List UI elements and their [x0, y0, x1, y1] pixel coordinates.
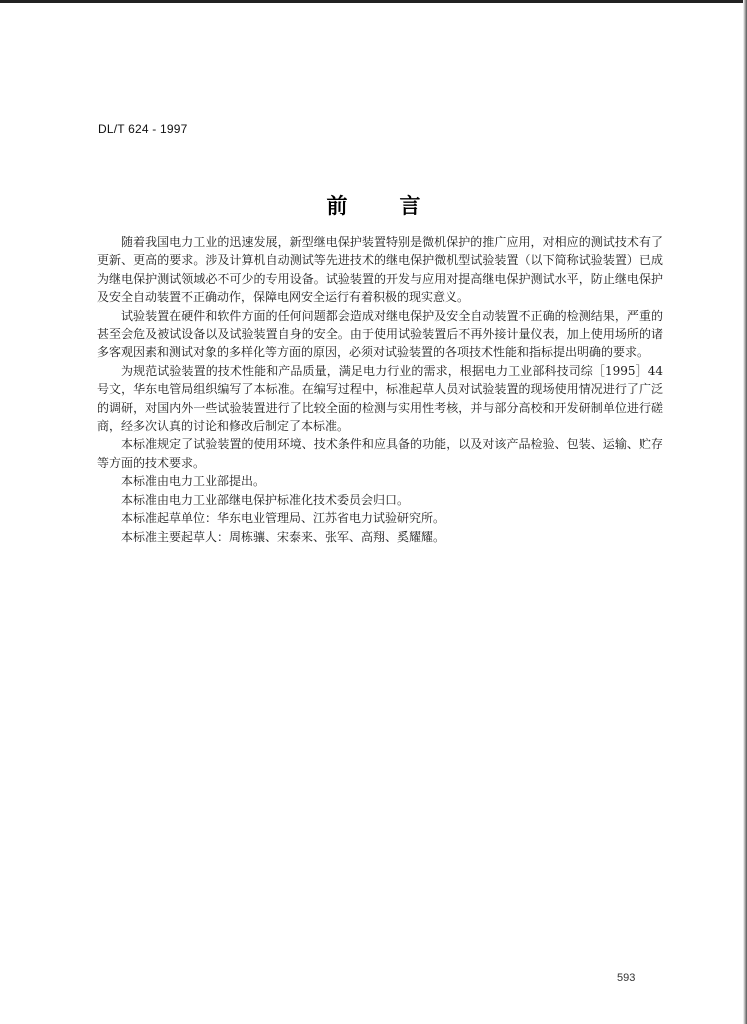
- paragraph: 本标准规定了试验装置的使用环境、技术条件和应具备的功能，以及对该产品检验、包装、运输、贮存等方面的技术要求。: [97, 437, 663, 470]
- page-title: [0, 190, 747, 220]
- paragraph: 本标准由电力工业部继电保护标准化技术委员会归口。: [121, 492, 410, 507]
- title-char-2: 言: [399, 194, 421, 218]
- paragraph: 本标准主要起草人：周栋骧、宋泰来、张军、高翔、奚耀耀。: [121, 529, 446, 544]
- document-code: DL/T 624 - 1997: [98, 122, 188, 136]
- title-char-1: 前: [326, 194, 348, 218]
- page-number: 593: [617, 972, 636, 984]
- paragraph: 为规范试验装置的技术性能和产品质量，满足电力行业的需求，根据电力工业部科技司综［1995］44号文，华东电管局组织编写了本标准。在编写过程中，标准起草人员对试验装置的现场使用情况进行了广泛的调研，对国内外一些试验装置进行了比较全面的检测与实用性考核，并与部分高校和开发研制单位进行磋商，经多次认真的讨论和修改后制定了本标准。: [97, 363, 663, 434]
- scan-edge-right: [743, 0, 747, 1024]
- paragraph: 本标准起草单位：华东电业管理局、江苏省电力试验研究所。: [121, 511, 446, 526]
- paragraph: 试验装置在硬件和软件方面的任何问题都会造成对继电保护及安全自动装置不正确的检测结果，严重的甚至会危及被试设备以及试验装置自身的安全。由于使用试验装置后不再外接计量仪表，加上使用场所的诸多客观因素和测试对象的多样化等方面的原因，必须对试验装置的各项技术性能和指标提出明确的要求。: [97, 308, 663, 360]
- scan-edge-top: [0, 0, 747, 3]
- foreword-body: [97, 233, 663, 546]
- paragraph: 随着我国电力工业的迅速发展，新型继电保护装置特别是微机保护的推广应用，对相应的测试技术有了更新、更高的要求。涉及计算机自动测试等先进技术的继电保护微机型试验装置（以下简称试验装置）已成为继电保护测试领域必不可少的专用设备。试验装置的开发与应用对提高继电保护测试水平，防止继电保护及安全自动装置不正确动作，保障电网安全运行有着积极的现实意义。: [97, 235, 663, 305]
- paragraph: 本标准由电力工业部提出。: [121, 474, 266, 489]
